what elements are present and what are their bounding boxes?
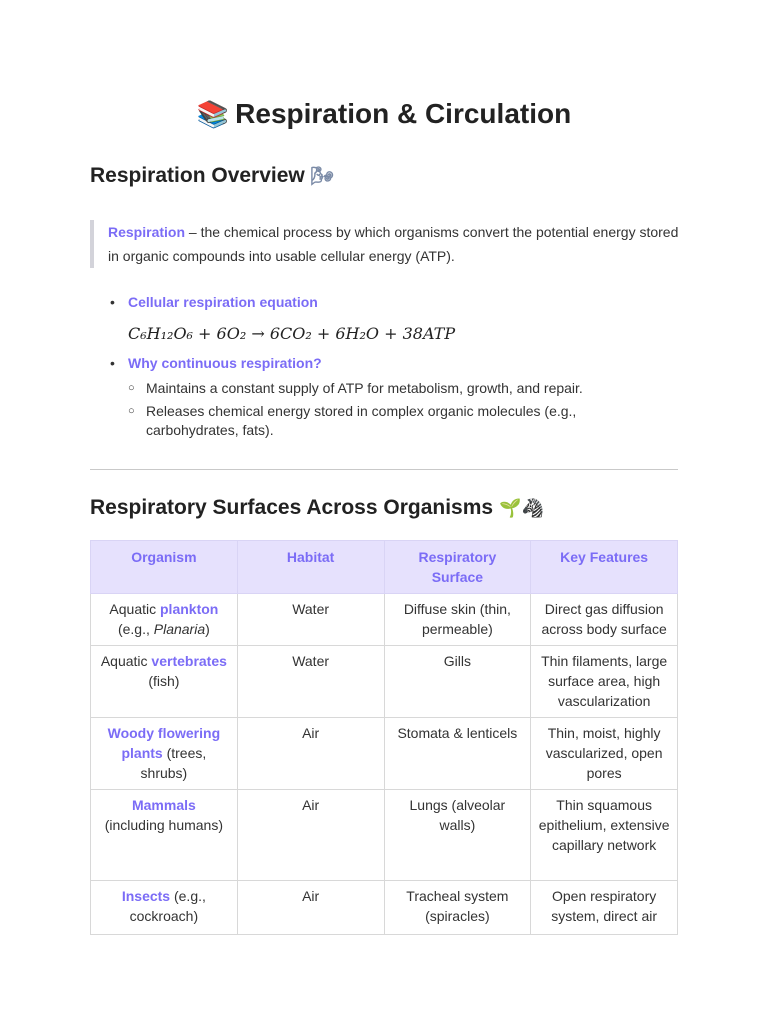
organism-cell: Insects (e.g., cockroach) [91,881,238,935]
definition-blockquote [90,220,688,268]
table-row [91,881,678,935]
why-continuous-label: Why continuous respiration? [128,355,322,371]
habitat-cell: Water [237,646,384,718]
page-title [90,94,678,135]
habitat-cell: Air [237,790,384,881]
surface-cell: Gills [384,646,531,718]
list-item [108,355,668,371]
table-row [91,790,678,881]
overview-heading-text: Respiration Overview [90,164,305,187]
organism-cell: Aquatic plankton (e.g., Planaria) [91,594,238,646]
features-cell: Open respiratory system, direct air [531,881,678,935]
page-title-text: Respiration & Circulation [235,98,572,129]
section-divider [90,469,678,470]
definition-text: – the chemical process by which organisms convert the potential energy stored in organic compounds into usable cellular energy (ATP). [108,224,679,264]
sub-list-item: ○ Releases chemical energy stored in complex organic molecules (e.g., carbohydrates, fats). [108,402,668,440]
table-row [91,646,678,718]
table-row [91,594,678,646]
definition-term: Respiration [108,224,186,240]
surface-cell: Lungs (alveolar walls) [384,790,531,881]
column-header-habitat: Habitat [237,541,384,594]
organism-cell: Mammals (including humans) [91,790,238,881]
respiratory-surfaces-table [90,540,678,935]
column-header-organism: Organism [91,541,238,594]
features-cell: Thin squamous epithelium, extensive capillary network [531,790,678,881]
table-row [91,718,678,790]
habitat-cell: Water [237,594,384,646]
surfaces-heading-text: Respiratory Surfaces Across Organisms [90,496,494,519]
wind-icon: 🌬 [310,166,334,187]
habitat-cell: Air [237,881,384,935]
list-item [108,294,668,310]
table-header-row [91,541,678,594]
books-icon: 📚 [196,100,230,130]
habitat-cell: Air [237,718,384,790]
features-cell: Thin filaments, large surface area, high vascularization [531,646,678,718]
column-header-features: Key Features [531,541,678,594]
section-heading-overview [90,164,334,188]
equation-label: Cellular respiration equation [128,294,318,310]
surface-cell: Stomata & lenticels [384,718,531,790]
features-cell: Thin, moist, highly vascularized, open pores [531,718,678,790]
surface-cell: Diffuse skin (thin, permeable) [384,594,531,646]
section-heading-surfaces [90,496,544,520]
organism-cell: Woody flowering plants (trees, shrubs) [91,718,238,790]
organism-cell: Aquatic vertebrates (fish) [91,646,238,718]
features-cell: Direct gas diffusion across body surface [531,594,678,646]
surface-cell: Tracheal system (spiracles) [384,881,531,935]
sub-list-item: ○ Maintains a constant supply of ATP for metabolism, growth, and repair. [108,379,668,398]
overview-bullet-list [108,294,668,440]
respiration-equation: C₆H₁₂O₆ + 6O₂ → 6CO₂ + 6H₂O + 38ATP [128,324,456,343]
column-header-surface: Respiratory Surface [384,541,531,594]
seedling-zebra-icon: 🌱🦓 [499,498,544,519]
